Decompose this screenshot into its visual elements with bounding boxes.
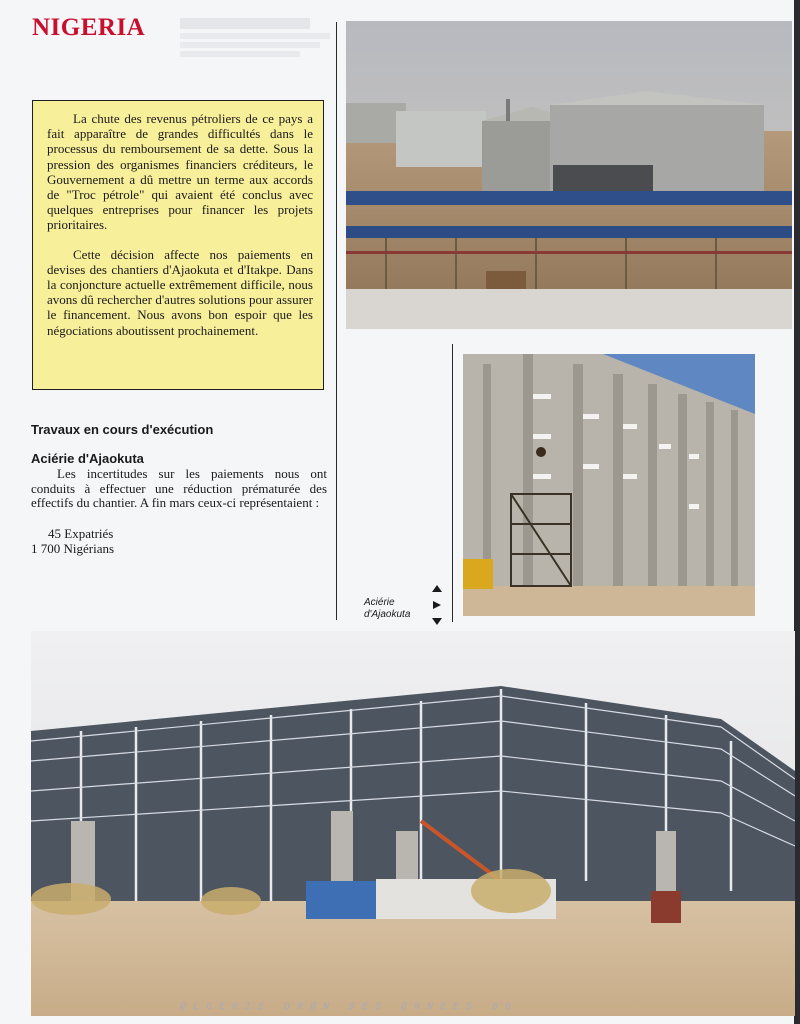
- page-title: NIGERIA: [32, 14, 146, 41]
- column-divider: [336, 22, 337, 620]
- intro-paragraph-1: La chute des revenus pétroliers de ce pays a fait apparaître de grandes difficultés dans le processus du remboursement de sa dette. Sous la pression des organismes financiers créditeurs, le Gouvernement a dû mettre un terme aux accords de "Troc pétrole" qui avaient été conclus avec quelques entreprises pour financer les projets prioritaires.: [47, 111, 313, 233]
- show-through-text: [180, 18, 330, 57]
- photo-caption: [364, 597, 428, 621]
- stat-expatriates: 45 Expatriés: [48, 526, 114, 541]
- stat-nigerians: 1 700 Nigérians: [31, 541, 115, 556]
- photo-factory-buildings: [346, 21, 792, 329]
- caption-pointer-icon: [432, 585, 442, 625]
- page-footer: @LGERIE OR@N DES @NNEES 80: [180, 1002, 519, 1013]
- column-divider: [452, 344, 453, 622]
- caption-line-1: Aciérie: [364, 597, 395, 608]
- section-heading: Travaux en cours d'exécution: [31, 422, 214, 437]
- photo-steel-frame-hall: [31, 631, 795, 1016]
- intro-box: [32, 100, 324, 390]
- intro-paragraph-2: Cette décision affecte nos paiements en devises des chantiers d'Ajaokuta et d'Itakpe. Dans la conjoncture actuelle extrêmement difficile, nous avons dû rechercher d'autres solutions pour assurer le financement. Nous avons bon espoir que les négociations aboutissent prochainement.: [47, 246, 313, 338]
- sub-heading: Aciérie d'Ajaokuta: [31, 451, 144, 466]
- caption-line-2: d'Ajaokuta: [364, 609, 411, 620]
- article-paragraph: Les incertitudes sur les paiements nous ont conduits à effectuer une réduction prématurée des effectifs du chantier. A fin mars ceux-ci représentaient :: [31, 466, 327, 510]
- photo-concrete-wall: [463, 354, 755, 616]
